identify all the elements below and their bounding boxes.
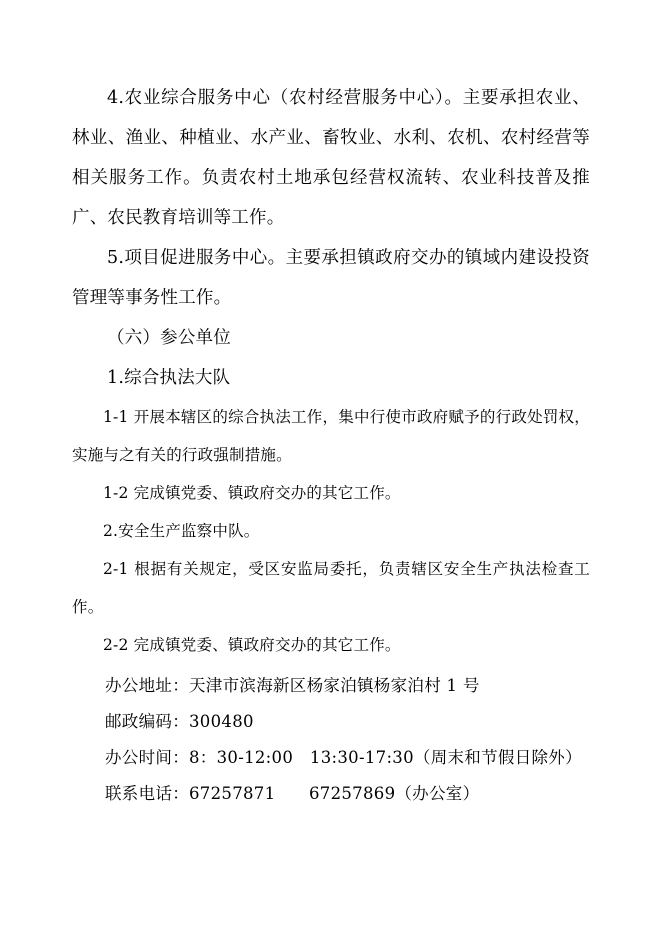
contact-address: 办公地址：天津市滨海新区杨家泊镇杨家泊村 1 号: [105, 676, 480, 695]
paragraph-unit2-1: 2-1 根据有关规定，受区安监局委托，负责辖区安全生产执法检查工作。: [72, 560, 590, 616]
contact-postcode: 邮政编码：300480: [105, 712, 254, 731]
contact-office-hours: 办公时间：8：30-12:00 13:30-17:30（周末和节假日除外）: [105, 748, 582, 767]
paragraph-item5: 5.项目促进服务中心。主要承担镇政府交办的镇域内建设投资管理等事务性工作。: [72, 248, 590, 308]
paragraph-unit1-1: 1-1 开展本辖区的综合执法工作，集中行使市政府赋予的行政处罚权，实施与之有关的行政强制措施。: [72, 408, 590, 464]
document-body: [72, 78, 590, 812]
paragraph-unit1-2: 1-2 完成镇党委、镇政府交办的其它工作。: [103, 484, 401, 502]
subheading-unit-2: 2.安全生产监察中队。: [103, 522, 260, 540]
section-heading-six: （六）参公单位: [107, 328, 231, 348]
subheading-unit-1: 1.综合执法大队: [107, 368, 231, 388]
paragraph-unit2-2: 2-2 完成镇党委、镇政府交办的其它工作。: [103, 636, 401, 654]
paragraph-item4: 4.农业综合服务中心（农村经营服务中心）。主要承担农业、林业、渔业、种植业、水产业、畜牧业、水利、农机、农村经营等相关服务工作。负责农村土地承包经营权流转、农业科技普及推广、农民教育培训等工作。: [72, 88, 590, 228]
contact-phone: 联系电话：67257871 67257869（办公室）: [105, 784, 480, 803]
